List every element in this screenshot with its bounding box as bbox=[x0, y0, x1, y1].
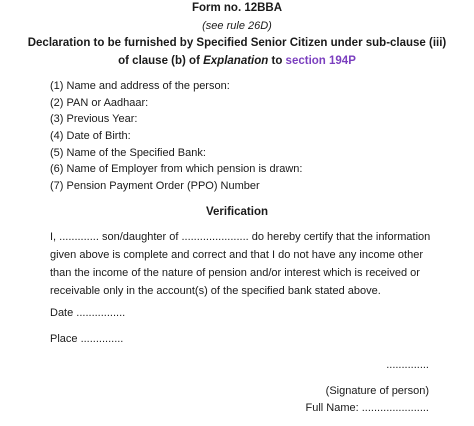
verification-line: than the income of the nature of pension and/or interest which is received or bbox=[50, 267, 420, 279]
item-pan-aadhaar: (2) PAN or Aadhaar: bbox=[50, 96, 149, 109]
form-number: Form no. 12BBA bbox=[191, 2, 283, 14]
signature-label: (Signature of person) bbox=[325, 385, 429, 397]
declaration-to: to bbox=[268, 55, 286, 67]
declaration-explanation: Explanation bbox=[203, 55, 269, 67]
verification-line: I, ............. son/daughter of ...................... do hereby certify that the information bbox=[50, 231, 431, 243]
rule-reference: (see rule 26D) bbox=[202, 20, 272, 32]
signature-line: .............. bbox=[386, 359, 429, 371]
full-name-field: Full Name: ...................... bbox=[305, 402, 429, 414]
verification-line: given above is complete and correct and that I do not have any income other bbox=[50, 249, 424, 261]
item-employer: (6) Name of Employer from which pension is drawn: bbox=[50, 163, 303, 176]
item-name-address: (1) Name and address of the person: bbox=[50, 80, 230, 92]
declaration-title-line1: Declaration to be furnished by Specified Senior Citizen under sub-clause (iii) bbox=[27, 37, 447, 49]
declaration-prefix: of clause (b) of bbox=[118, 55, 204, 67]
section-194p-link[interactable]: section 194P bbox=[285, 55, 356, 67]
item-previous-year: (3) Previous Year: bbox=[50, 113, 138, 126]
item-specified-bank: (5) Name of the Specified Bank: bbox=[50, 146, 206, 159]
form-items-list bbox=[50, 78, 302, 195]
item-ppo-number: (7) Pension Payment Order (PPO) Number bbox=[50, 180, 260, 193]
verification-heading: Verification bbox=[206, 206, 268, 218]
place-field: Place .............. bbox=[50, 333, 124, 345]
item-date-of-birth: (4) Date of Birth: bbox=[50, 130, 131, 143]
verification-line: receivable only in the account(s) of the specified bank stated above. bbox=[50, 285, 381, 297]
date-field: Date ................ bbox=[50, 307, 126, 319]
declaration-title-line2 bbox=[0, 55, 474, 67]
verification-paragraph bbox=[50, 228, 430, 300]
